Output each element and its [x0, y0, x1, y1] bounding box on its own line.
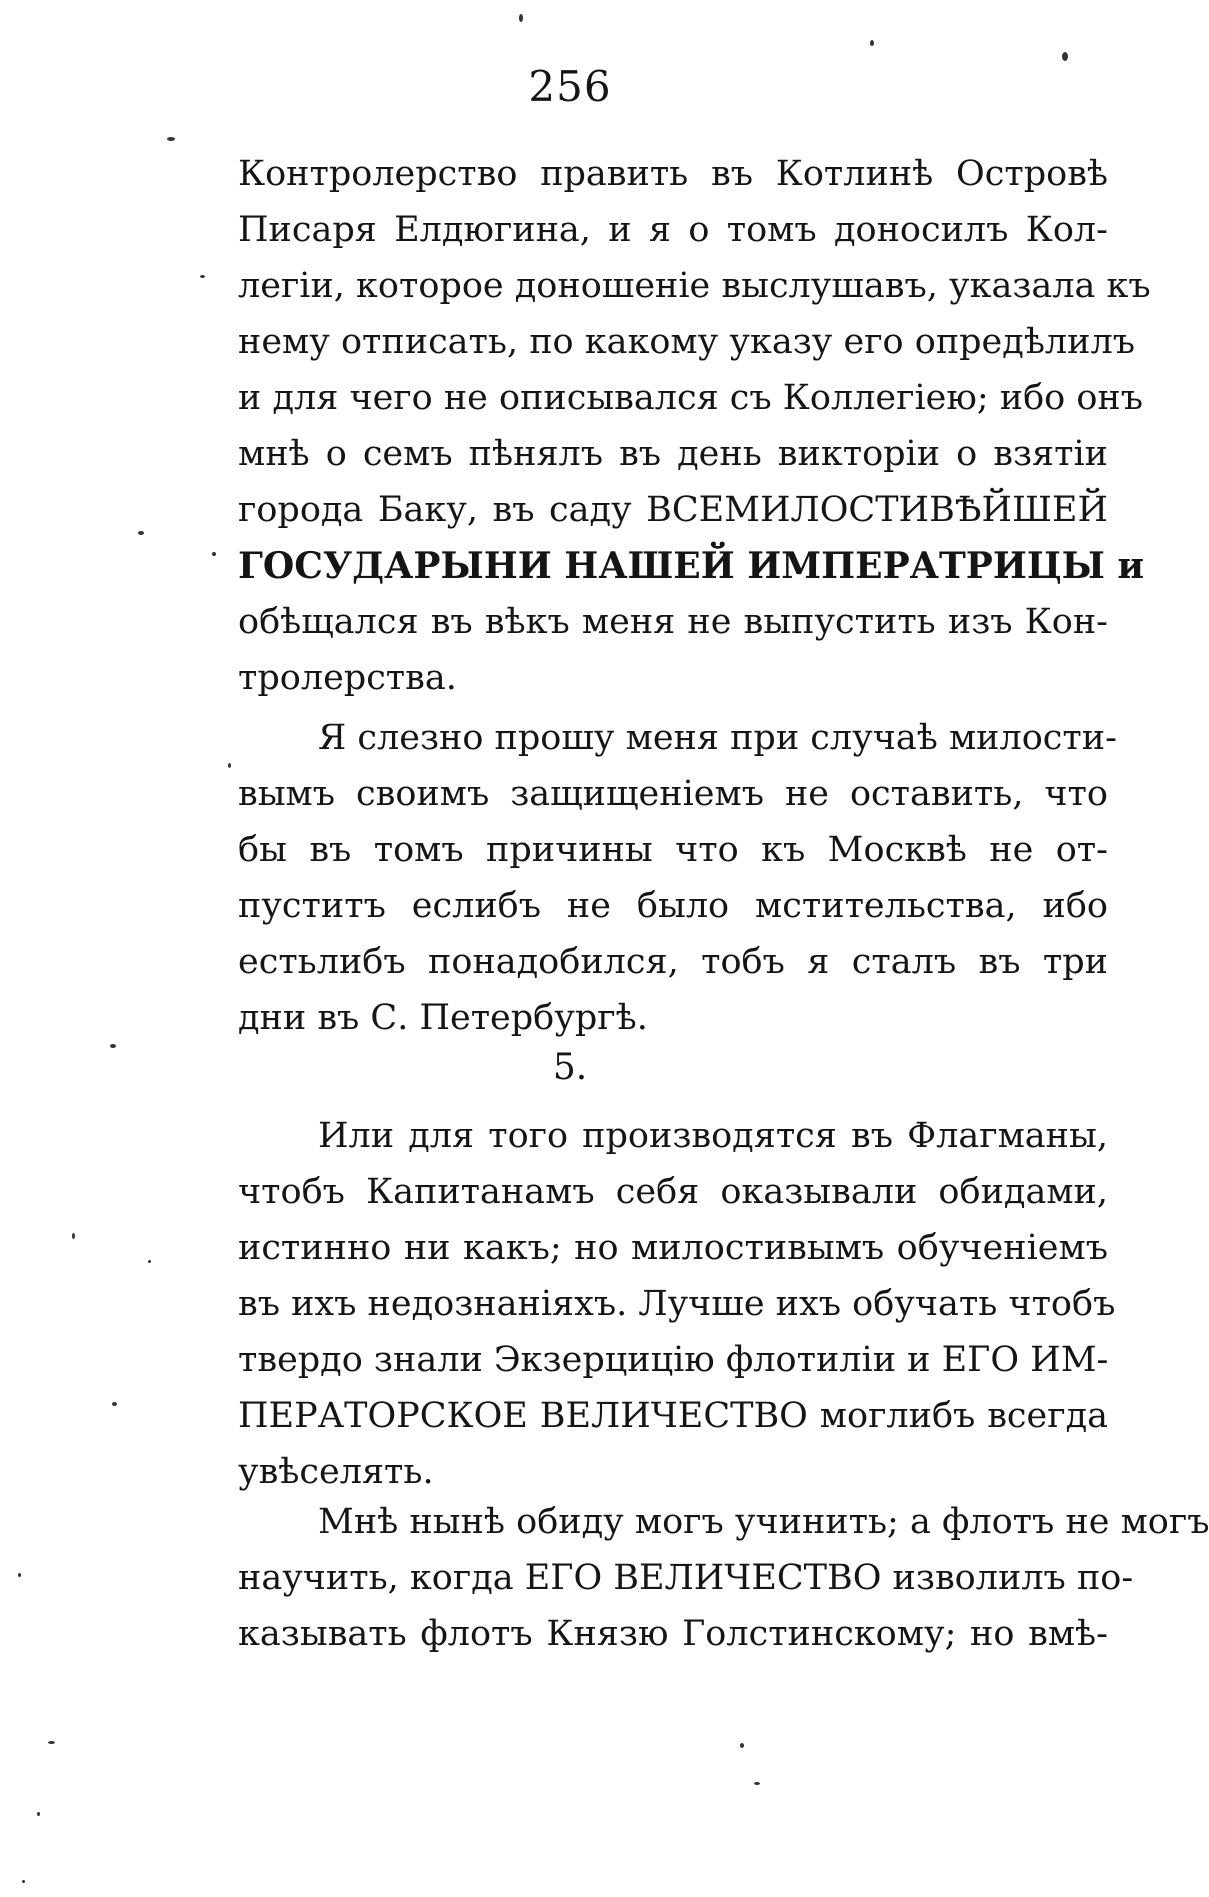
scan-speck — [228, 763, 231, 768]
text-line: увѣселять. — [238, 1452, 434, 1492]
text-line: мнѣ о семъ пѣнялъ въ день викторіи о взятіи — [238, 434, 1108, 474]
text-line: бы въ томъ причины что къ Москвѣ не от- — [238, 830, 1108, 870]
paragraph-request — [238, 710, 1117, 1046]
scan-speck — [1062, 52, 1068, 61]
text-line: истинно ни какъ; но милостивымъ обученіемъ — [238, 1228, 1108, 1268]
text-line: твердо знали Экзерцицію флотиліи и ЕГО ИМ- — [238, 1340, 1109, 1380]
scan-speck — [112, 1402, 117, 1406]
text-line: въ ихъ недознаніяхъ. Лучше ихъ обучать чтобъ — [238, 1284, 1116, 1324]
section-number: 5. — [552, 1047, 588, 1088]
text-line: ПЕРАТОРСКОЕ ВЕЛИЧЕСТВО моглибъ всегда — [238, 1396, 1108, 1436]
scan-speck — [740, 1743, 744, 1748]
text-line: легіи, которое доношеніе выслушавъ, указала къ — [238, 266, 1151, 306]
scan-speck — [18, 1573, 21, 1577]
paragraph-flagmans — [238, 1108, 1116, 1500]
scan-speck — [22, 1880, 25, 1883]
scan-speck — [148, 1260, 151, 1263]
page-number: 256 — [528, 62, 612, 111]
paragraph-offense — [238, 1494, 1209, 1662]
text-line: вымъ своимъ защищеніемъ не оставить, что — [238, 774, 1108, 814]
text-line: чтобъ Капитанамъ себя оказывали обидами, — [238, 1172, 1108, 1212]
scan-speck — [212, 552, 216, 556]
text-line: города Баку, въ саду ВСЕМИЛОСТИВѢЙШЕЙ — [238, 490, 1108, 530]
paragraph-continuation — [238, 146, 1151, 706]
scan-speck — [110, 1044, 116, 1048]
text-line: Мнѣ нынѣ обиду могъ учинить; а флотъ не могъ — [318, 1502, 1209, 1542]
scan-speck — [519, 14, 523, 22]
text-line: пуститъ еслибъ не было мстительства, ибо — [238, 886, 1108, 926]
scan-speck — [48, 1741, 55, 1744]
scan-speck — [870, 40, 874, 46]
text-line: нему отписать, по какому указу его опредѣлилъ — [238, 322, 1135, 362]
text-line: естьлибъ понадобился, тобъ я сталъ въ три — [238, 942, 1108, 982]
text-line: и для чего не описывался съ Коллегіею; ибо онъ — [238, 378, 1144, 418]
text-line: дни въ С. Петербургѣ. — [238, 998, 648, 1038]
scan-speck — [37, 1812, 40, 1816]
text-line: Я слезно прошу меня при случаѣ милости- — [318, 718, 1117, 758]
text-line: ГОСУДАРЫНИ НАШЕЙ ИМПЕРАТРИЦЫ и — [238, 545, 1145, 587]
text-line: обѣщался въ вѣкъ меня не выпустить изъ Кон- — [238, 602, 1108, 642]
text-line: тролерства. — [238, 658, 457, 698]
text-line: научить, когда ЕГО ВЕЛИЧЕСТВО изволилъ по- — [238, 1558, 1134, 1598]
text-line: Писаря Елдюгина, и я о томъ доносилъ Кол- — [238, 210, 1108, 250]
text-line: казывать флотъ Князю Голстинскому; но вмѣ- — [238, 1614, 1108, 1654]
scan-speck — [754, 1782, 760, 1785]
scan-speck — [72, 1233, 75, 1239]
text-line: Или для того производятся въ Флагманы, — [318, 1116, 1108, 1156]
text-line: Контролерство править въ Котлинѣ Островѣ — [238, 154, 1108, 194]
scan-speck — [167, 137, 175, 141]
scan-speck — [200, 275, 205, 278]
scan-speck — [138, 531, 144, 535]
